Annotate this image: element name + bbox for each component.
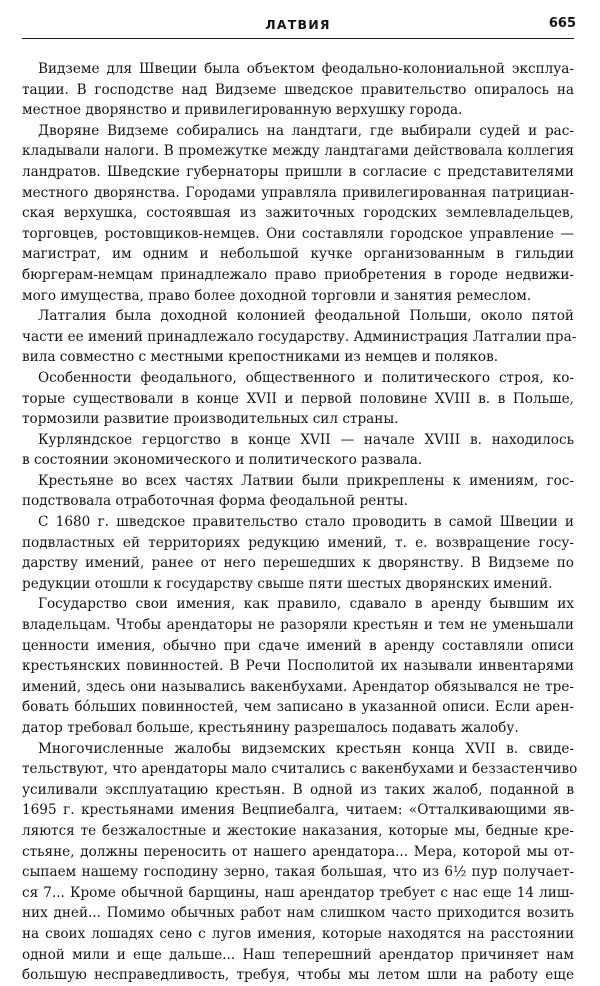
- text-line: ская верхушка, состоявшая из зажиточных городских землевладельцев,: [22, 205, 574, 222]
- text-line: большую несправедливость, требуя, чтобы мы летом шли на работу еще: [22, 967, 574, 984]
- text-line: тельствуют, что арендаторы мало считались с вакенбухами и беззастенчиво: [22, 761, 578, 778]
- text-line: бюргерам-немцам принадлежало право приобретения в городе недвижи-: [22, 266, 574, 283]
- text-line: Многочисленные жалобы видземских крестьян конца XVII в. свиде-: [38, 740, 574, 757]
- text-line: Латгалия была доходной колонией феодальной Польши, около пятой: [38, 308, 574, 325]
- text-line: местное дворянство и привилегированную верхушку города.: [22, 102, 463, 119]
- text-line: ляются те безжалостные и жестокие наказания, которые мы, бедные кре-: [22, 822, 574, 839]
- text-line: подствовала отработочная форма феодальной ренты.: [22, 493, 409, 510]
- text-line: стьяне, должны переносить от нашего арендатора... Мера, которой мы от-: [22, 843, 574, 860]
- text-line: на своих лошадях сено с лугов имения, которые находятся на расстоянии: [22, 925, 574, 942]
- running-title: ЛАТВИЯ: [265, 17, 331, 32]
- text-line: вила совместно с местными крепостниками из немцев и поляков.: [22, 349, 499, 366]
- text-line: местного дворянства. Городами управляла привилегированная патрициан-: [22, 184, 574, 201]
- text-line: датор требовал больше, крестьянину разрешалось подавать жалобу.: [22, 720, 519, 736]
- page-header: [22, 14, 574, 39]
- text-line: Дворяне Видземе собирались на ландтаги, где выбирали судей и рас-: [38, 122, 574, 139]
- text-line: тации. В господстве над Видземе шведское правительство опиралось на: [22, 81, 574, 98]
- text-line: торговцев, ростовщиков-немцев. Они составляли городское управление —: [22, 225, 574, 242]
- text-line: в состоянии экономического и политического развала.: [22, 452, 423, 469]
- text-line: Особенности феодального, общественного и политического строя, ко-: [38, 369, 574, 386]
- text-line: тормозили развитие производительных сил страны.: [22, 411, 399, 428]
- text-line: Крестьяне во всех частях Латвии были прикреплены к имениям, гос-: [38, 472, 574, 489]
- text-line: кладывали налоги. В промежутке между ландтагами действовала коллегия: [22, 143, 574, 160]
- text-line: сыпаем нашему господину зерно, такая большая, что из 6½ пур получает-: [22, 864, 574, 881]
- body-text: [22, 59, 578, 986]
- text-line: торые существовали в конце XVII и первой половине XVIII в. в Польше,: [22, 390, 574, 407]
- text-line: С 1680 г. шведское правительство стало проводить в самой Швеции и: [38, 514, 574, 531]
- text-line: подвластных ей территориях редукцию имений, т. е. возвращение госу-: [22, 534, 574, 551]
- text-line: Курляндское герцогство в конце XVII — начале XVIII в. находилось: [38, 431, 574, 448]
- text-line: одной мили и еще дальше... Наш теперешний арендатор причиняет нам: [22, 946, 574, 963]
- text-line: Государство свои имения, как правило, сдавало в аренду бывшим их: [38, 596, 574, 613]
- text-line: Видземе для Швеции была объектом феодально-колониальной эксплуа-: [38, 61, 574, 77]
- text-line: редукции отошли к государству свыше пяти шестых дворянских имений.: [22, 575, 553, 592]
- text-line: 1695 г. крестьянами имения Вецпиебалга, читаем: «Отталкивающими яв-: [22, 802, 574, 819]
- text-line: ценности имения, обычно при сдаче имений в аренду составляли описи: [22, 637, 574, 654]
- text-line: владельцам. Чтобы арендаторы не разоряли крестьян и тем не уменьшали: [22, 617, 574, 634]
- text-line: них дней... Помимо обычных работ нам слишком часто приходится возить: [22, 905, 574, 922]
- text-line: крестьянских повинностей. В Речи Посполитой их называли инвентарями: [22, 658, 574, 675]
- text-line: ся 7... Кроме обычной барщины, наш арендатор требует с нас еще 14 лиш-: [22, 884, 574, 901]
- text-line: ландратов. Шведские губернаторы пришли в согласие с представителями: [22, 163, 574, 180]
- text-line: усиливали эксплуатацию крестьян. В одной из таких жалоб, поданной в: [22, 781, 574, 798]
- text-line: дарству имений, ранее от него перешедших к дворянству. В Видземе по: [22, 555, 574, 572]
- text-line: имений, здесь они назывались вакенбухами. Арендатор обязывался не тре-: [22, 678, 574, 695]
- page-number: 665: [548, 16, 576, 31]
- text-line: части ее имений принадлежало государству. Администрация Латгалии пра-: [22, 328, 577, 345]
- text-line: бовать бóльших повинностей, чем записано в указанной описи. Если арен-: [22, 699, 574, 716]
- text-line: мого имущества, право более доходной торговли и занятия ремеслом.: [22, 287, 532, 304]
- text-line: магистрат, им одним и небольшой кучке организованным в гильдии: [22, 246, 574, 263]
